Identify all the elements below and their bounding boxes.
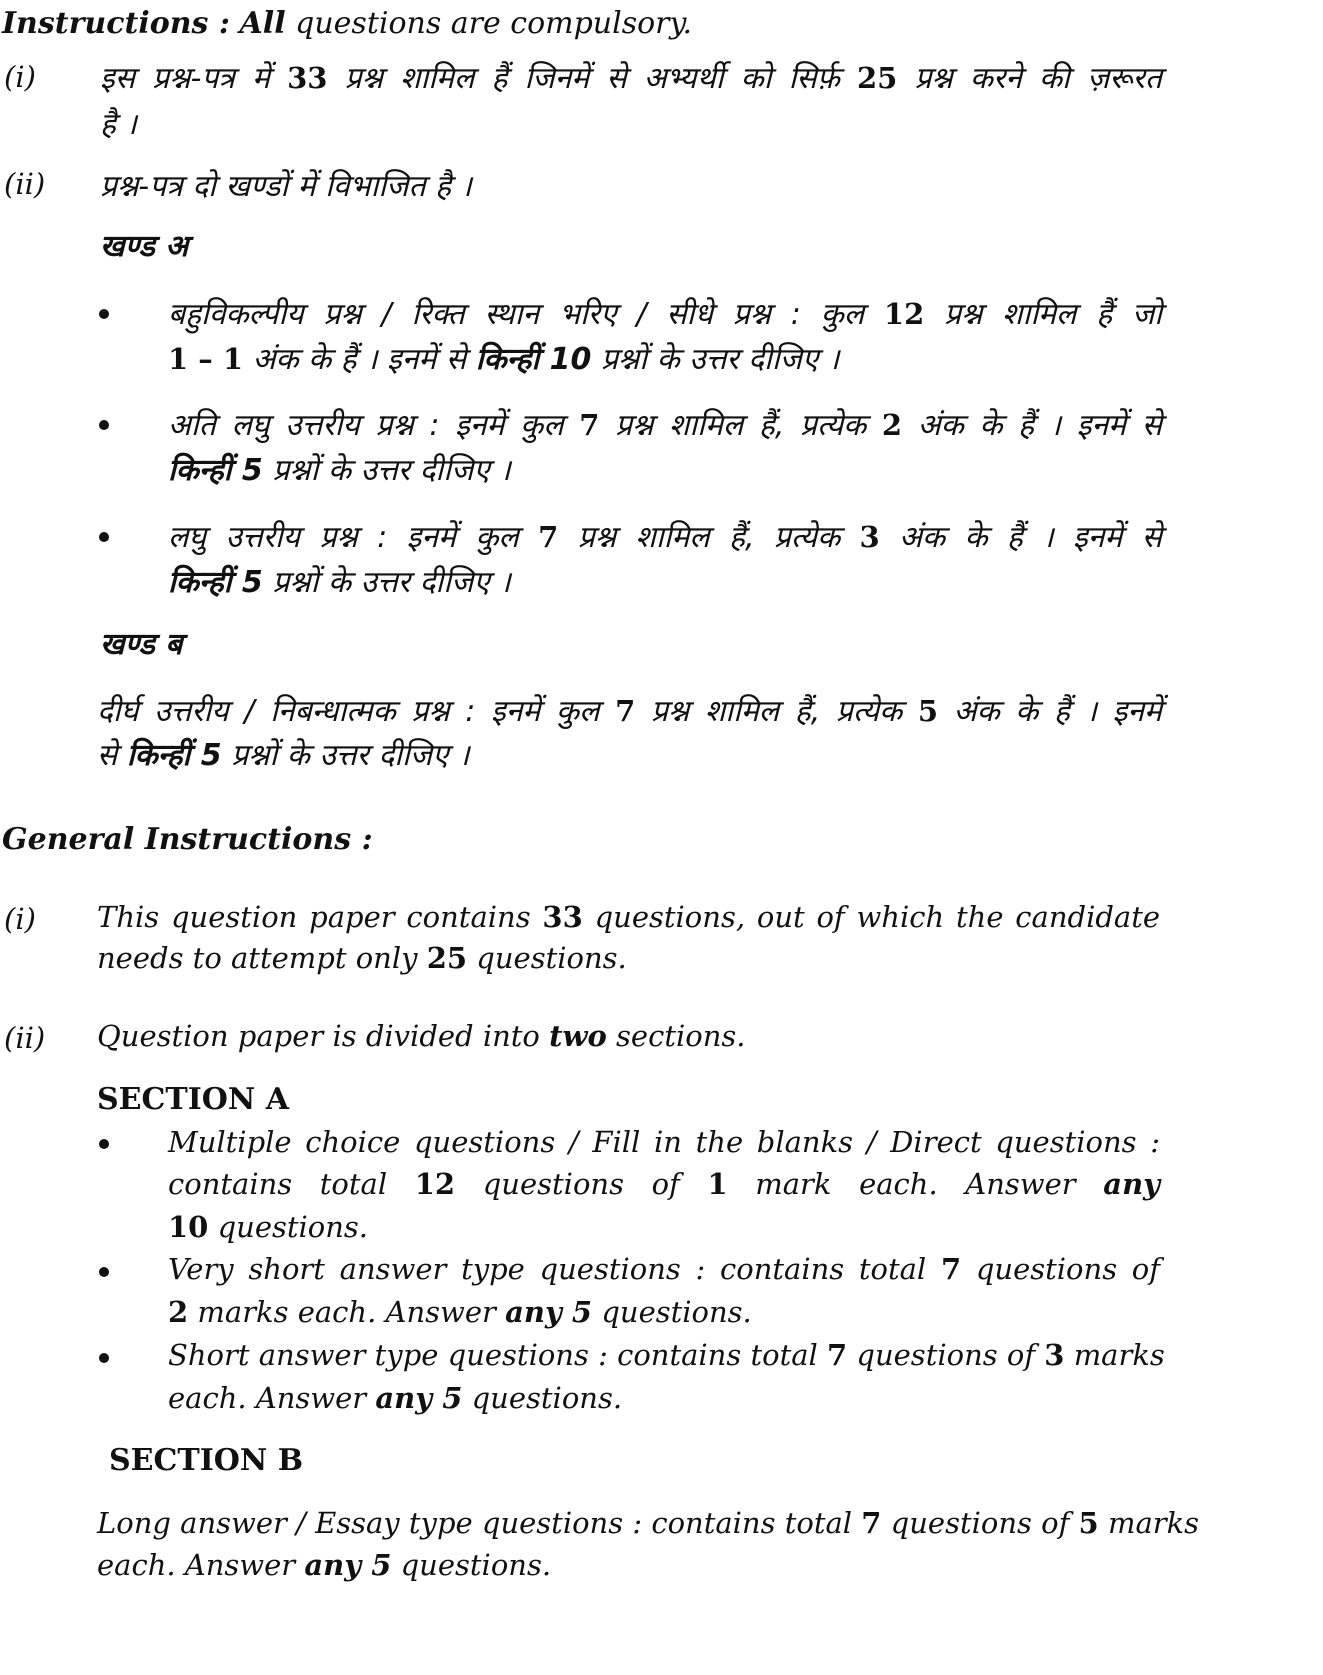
hindi-bullet-2-line1 xyxy=(168,403,1162,444)
general-instructions-heading: General Instructions : xyxy=(2,822,373,857)
hindi-bullet-1-line2 xyxy=(168,337,839,378)
hindi-item-i-numeral: (i) xyxy=(4,60,36,94)
text: questions, out of which the candidate xyxy=(594,900,1161,934)
text: दीर्घ उत्तरीय / निबन्धात्मक प्रश्न : इनमें कुल xyxy=(97,694,600,729)
hindi-item-i-line2: है । xyxy=(100,107,137,142)
hindi-bullet-2-line2 xyxy=(168,448,511,489)
instructions-text: questions are compulsory. xyxy=(295,6,693,41)
bullet-icon xyxy=(99,309,109,319)
text: questions. xyxy=(217,1210,369,1244)
number: 2 xyxy=(168,1295,189,1329)
number: 7 xyxy=(615,694,636,728)
hindi-section-b-heading: खण्ड ब xyxy=(100,627,183,662)
text: प्रश्नों के उत्तर दीजिए । xyxy=(272,565,511,600)
number: 5 xyxy=(1078,1506,1099,1540)
emphasis: किन्हीं 5 xyxy=(168,453,263,488)
text: प्रश्नों के उत्तर दीजिए । xyxy=(600,342,840,377)
general-section-a-heading: SECTION A xyxy=(97,1082,290,1117)
text: mark each. Answer xyxy=(755,1167,1076,1201)
text: questions. xyxy=(476,941,627,975)
text: अंक के हैं । इनमें से xyxy=(917,408,1162,443)
text: प्रश्न शामिल हैं, प्रत्येक xyxy=(615,408,867,443)
general-section-b-line1 xyxy=(97,1506,1200,1540)
number: 7 xyxy=(827,1338,848,1372)
text: questions. xyxy=(400,1548,552,1582)
emphasis: any 5 xyxy=(375,1381,463,1415)
text: अंक के हैं । इनमें से xyxy=(252,342,467,377)
text: each. Answer xyxy=(168,1381,367,1415)
text: Very short answer type questions : contains total xyxy=(168,1252,927,1286)
text: marks each. Answer xyxy=(197,1295,496,1329)
text: इस प्रश्न-पत्र में xyxy=(100,61,270,96)
hindi-section-b-line2 xyxy=(97,733,470,774)
text: each. Answer xyxy=(97,1548,296,1582)
number: 7 xyxy=(579,408,600,442)
general-bullet-1-line3 xyxy=(168,1210,368,1244)
instructions-label: Instructions : xyxy=(2,6,230,41)
general-item-i-line2 xyxy=(97,941,627,975)
bullet-icon xyxy=(99,420,109,430)
general-item-ii-text xyxy=(97,1019,745,1053)
text: questions. xyxy=(601,1295,752,1329)
text: questions of xyxy=(890,1506,1070,1540)
bullet-icon xyxy=(99,1353,109,1363)
text: प्रश्न शामिल हैं, प्रत्येक xyxy=(650,694,903,729)
emphasis: किन्हीं 5 xyxy=(126,738,222,773)
text: प्रश्न शामिल हैं जो xyxy=(944,297,1162,332)
text: Long answer / Essay type questions : contains total xyxy=(97,1506,853,1540)
text: questions of xyxy=(856,1338,1036,1372)
instructions-emphasis: All xyxy=(239,6,286,41)
general-bullet-1-line2 xyxy=(168,1167,1160,1201)
general-section-b-heading: SECTION B xyxy=(109,1443,304,1478)
emphasis: any 5 xyxy=(505,1295,593,1329)
number: 2 xyxy=(881,408,903,442)
text: लघु उत्तरीय प्रश्न : इनमें कुल xyxy=(168,520,519,555)
general-bullet-3-line1 xyxy=(168,1338,1165,1372)
emphasis: किन्हीं 10 xyxy=(475,342,592,377)
text: अति लघु उत्तरीय प्रश्न : इनमें कुल xyxy=(168,408,564,443)
emphasis: किन्हीं 5 xyxy=(168,565,263,600)
text: प्रश्न शामिल हैं, प्रत्येक xyxy=(577,520,841,555)
general-section-b-line2 xyxy=(97,1548,551,1582)
emphasis: any 5 xyxy=(304,1548,392,1582)
bullet-icon xyxy=(99,1267,109,1277)
general-bullet-2-line1 xyxy=(168,1252,1160,1286)
hindi-bullet-3-line2 xyxy=(168,560,511,601)
text: अंक के हैं । इनमें से xyxy=(899,520,1162,555)
number: 25 xyxy=(856,61,898,95)
general-item-i-numeral: (i) xyxy=(4,902,36,936)
emphasis: two xyxy=(549,1019,607,1053)
text: needs to attempt only xyxy=(97,941,418,975)
bullet-icon xyxy=(99,532,109,542)
text: Short answer type questions : contains total xyxy=(168,1338,818,1372)
text: प्रश्न शामिल हैं जिनमें से अभ्यर्थी को सिर्फ़ xyxy=(344,61,840,96)
text: questions. xyxy=(471,1381,623,1415)
number: 12 xyxy=(883,297,925,331)
text: questions of xyxy=(975,1252,1160,1286)
number: 10 xyxy=(168,1210,209,1244)
number: 12 xyxy=(414,1167,456,1201)
number: 1 – 1 xyxy=(168,342,244,376)
bullet-icon xyxy=(99,1139,109,1149)
text: Question paper is divided into xyxy=(97,1019,540,1053)
text: से xyxy=(97,738,118,773)
text: contains total xyxy=(168,1167,388,1201)
number: 33 xyxy=(287,61,328,95)
general-bullet-2-line2 xyxy=(168,1295,752,1329)
hindi-section-b-line1 xyxy=(97,689,1162,730)
number: 7 xyxy=(538,520,559,554)
number: 3 xyxy=(1044,1338,1065,1372)
number: 33 xyxy=(542,900,583,934)
hindi-bullet-3-line1 xyxy=(168,515,1162,556)
text: प्रश्न करने की ज़रूरत xyxy=(914,61,1162,96)
number: 25 xyxy=(426,941,468,975)
hindi-item-ii-numeral: (ii) xyxy=(4,167,46,201)
text: marks xyxy=(1073,1338,1165,1372)
general-bullet-3-line2 xyxy=(168,1381,622,1415)
number: 7 xyxy=(940,1252,962,1286)
number: 5 xyxy=(917,694,938,728)
general-item-ii-numeral: (ii) xyxy=(4,1021,46,1055)
text: प्रश्नों के उत्तर दीजिए । xyxy=(272,453,511,488)
hindi-bullet-1-line1 xyxy=(168,292,1162,333)
hindi-section-a-heading: खण्ड अ xyxy=(100,229,189,264)
text: This question paper contains xyxy=(97,900,531,934)
text: अंक के हैं । इनमें xyxy=(953,694,1162,729)
hindi-item-i-line1 xyxy=(100,56,1162,97)
text: बहुविकल्पीय प्रश्न / रिक्त स्थान भरिए / सीधे प्रश्न : कुल xyxy=(168,297,865,332)
text: sections. xyxy=(616,1019,746,1053)
hindi-item-ii-text: प्रश्न-पत्र दो खण्डों में विभाजित है । xyxy=(100,169,472,204)
text: marks xyxy=(1107,1506,1200,1540)
text: questions of xyxy=(482,1167,680,1201)
general-bullet-1-line1: Multiple choice questions / Fill in the blanks / Direct questions : xyxy=(168,1125,1160,1159)
number: 3 xyxy=(859,520,880,554)
emphasis: any xyxy=(1103,1167,1161,1201)
instructions-header xyxy=(2,6,692,41)
general-item-i-line1 xyxy=(97,900,1160,934)
number: 7 xyxy=(861,1506,882,1540)
text: प्रश्नों के उत्तर दीजिए । xyxy=(231,738,470,773)
number: 1 xyxy=(707,1167,728,1201)
